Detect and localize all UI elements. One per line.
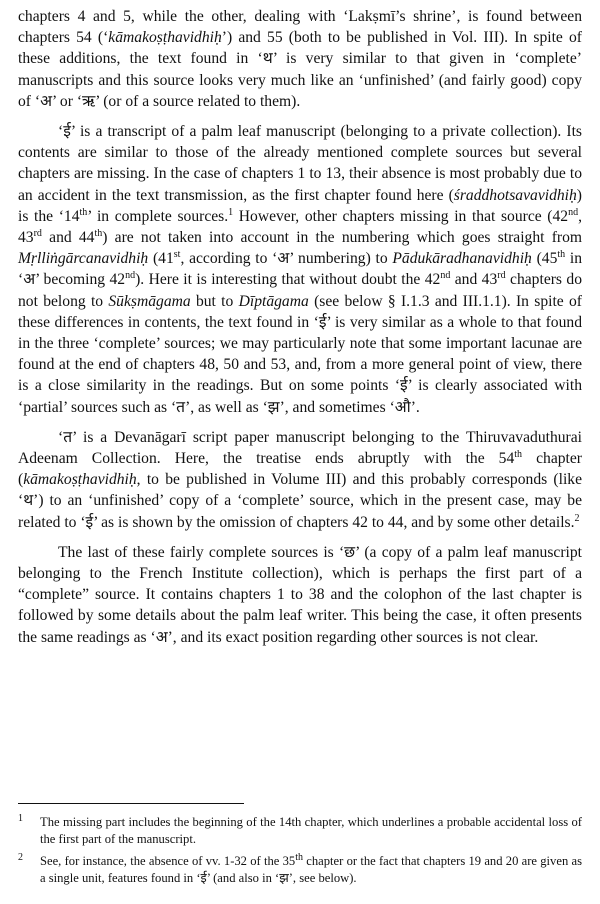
text-run: (see below § I.1.3 and III.1.1). In spite of these differences in contents, the text found in ‘ई’ is very similar as a whole to that found in the three ‘complete’ sources; we may particularly note that some important lacunae are found at the end of chapters 48, 50 and 53, and, from a more general point of view, there is a close similarity in the readings. But on some points ‘ई’ is clearly associated with ‘partial’ sources such as ‘त’, as well as ‘झ’, and sometimes ‘औ’. bbox=[18, 292, 582, 416]
text-run: chapters do not belong to bbox=[18, 271, 583, 310]
paragraph-tha-source bbox=[18, 6, 582, 112]
footnote-marker: 1 bbox=[18, 813, 23, 824]
text-run: See, for instance, the absence of vv. 1-32 of the 35 bbox=[40, 854, 296, 868]
text-run: (41 bbox=[148, 250, 174, 268]
text-run: in ‘अ’ becoming 42 bbox=[18, 250, 583, 289]
italic-term: kāmakoṣṭhavidhiḥ bbox=[23, 471, 137, 489]
superscript: th bbox=[79, 206, 88, 218]
italic-term: śraddhotsavavidhiḥ bbox=[453, 186, 577, 204]
text-run: chapter ( bbox=[18, 450, 582, 489]
superscript: st bbox=[173, 249, 181, 261]
footnote-marker: 2 bbox=[18, 852, 23, 863]
text-run: , according to ‘अ’ numbering) to bbox=[180, 250, 393, 268]
superscript: rd bbox=[33, 227, 42, 239]
superscript: nd bbox=[125, 270, 136, 282]
paragraph-cha-source bbox=[18, 542, 582, 648]
text-run: ’ in complete sources. bbox=[87, 207, 229, 225]
footnotes bbox=[18, 814, 582, 887]
superscript: th bbox=[295, 851, 304, 863]
superscript: th bbox=[557, 249, 566, 261]
text-run: The last of these fairly complete sources is ‘छ’ (a copy of a palm leaf manuscript belonging to the French Institute collection), which is perhaps the first part of a “complete” source. It contains chapters 1 to 38 and the colophon of the last chapter is followed by some details about the palm leaf writer. This being the case, it often presents the same readings as ‘अ’, and its exact position regarding other sources is not clear. bbox=[18, 543, 582, 646]
text-run: ‘त’ is a Devanāgarī script paper manuscript belonging to the Thiruvavaduthurai Adeenam Collection. Here, the treatise ends abruptly with the 54 bbox=[18, 428, 582, 468]
text-run: chapters 4 and 5, while the other, dealing with ‘Lakṣmī’s shrine’, is found between chapters 54 (‘ bbox=[18, 8, 582, 47]
superscript: 1 bbox=[228, 206, 234, 218]
text-run: but to bbox=[190, 292, 239, 310]
italic-term: Pādukāradhanavidhiḥ bbox=[392, 250, 532, 268]
footnote-separator bbox=[18, 803, 244, 804]
text-run: The missing part includes the beginning of the 14th chapter, which underlines a probable accidental loss of the first part of the manuscript. bbox=[40, 815, 582, 846]
text-run: (45 bbox=[531, 250, 558, 268]
text-run: ). Here it is interesting that without doubt the 42 bbox=[135, 271, 441, 289]
superscript: rd bbox=[497, 270, 506, 282]
superscript: nd bbox=[440, 270, 451, 282]
text-run: chapter or the fact that chapters 19 and 20 are given as a single unit, features found in ‘ई’ (and also in ‘झ’, see below). bbox=[40, 854, 582, 885]
text-run: and 44 bbox=[41, 229, 95, 247]
italic-term: Sūkṣmāgama bbox=[108, 292, 191, 310]
text-run: However, other chapters missing in that source (42 bbox=[233, 207, 569, 225]
text-run: and 43 bbox=[450, 271, 498, 289]
footnote-1 bbox=[18, 814, 582, 848]
text-run: , 43 bbox=[18, 207, 582, 247]
text-run: ) is the ‘14 bbox=[18, 186, 582, 225]
italic-term: Dīptāgama bbox=[238, 292, 309, 310]
text-run: ‘ई’ is a transcript of a palm leaf manuscript (belonging to a private collection). Its contents are similar to those of the already mentioned complete sources but several chapters are missing. In the case of chapters 1 to 13, their absence is most probably due to an accident in the text transmission, as the first chapter found here ( bbox=[18, 123, 582, 204]
text-run: ) are not taken into account in the numbering which goes straight from bbox=[102, 229, 583, 247]
superscript: th bbox=[94, 227, 103, 239]
superscript: th bbox=[514, 448, 523, 460]
paragraph-ta-source bbox=[18, 427, 582, 533]
body-text bbox=[18, 6, 582, 648]
superscript: 2 bbox=[574, 512, 580, 524]
footnote-text bbox=[40, 815, 582, 846]
italic-term: Mṛlliṅgārcanavidhiḥ bbox=[18, 250, 149, 268]
footnote-text bbox=[40, 851, 582, 885]
paragraph-ii-source bbox=[18, 121, 582, 418]
text-run: , to be published in Volume III) and this probably corresponds (like ‘थ’) to an ‘unfinished’ copy of a ‘complete’ source, which in the present case, may be related to ‘ई’ as is shown by the omission of chapters 42 to 44, and by some other details. bbox=[18, 471, 582, 531]
superscript: nd bbox=[568, 206, 579, 218]
footnote-2 bbox=[18, 853, 582, 887]
text-run: ’) and 55 (both to be published in Vol. III). In spite of these additions, the text found in ‘थ’ is very similar to that given in ‘complete’ manuscripts and this source looks very much like an ‘unfinished’ (and fairly good) copy of ‘अ’ or ‘ऋ’ (or of a source related to them). bbox=[18, 29, 583, 110]
italic-term: kāmakoṣṭhavidhiḥ bbox=[108, 29, 222, 47]
